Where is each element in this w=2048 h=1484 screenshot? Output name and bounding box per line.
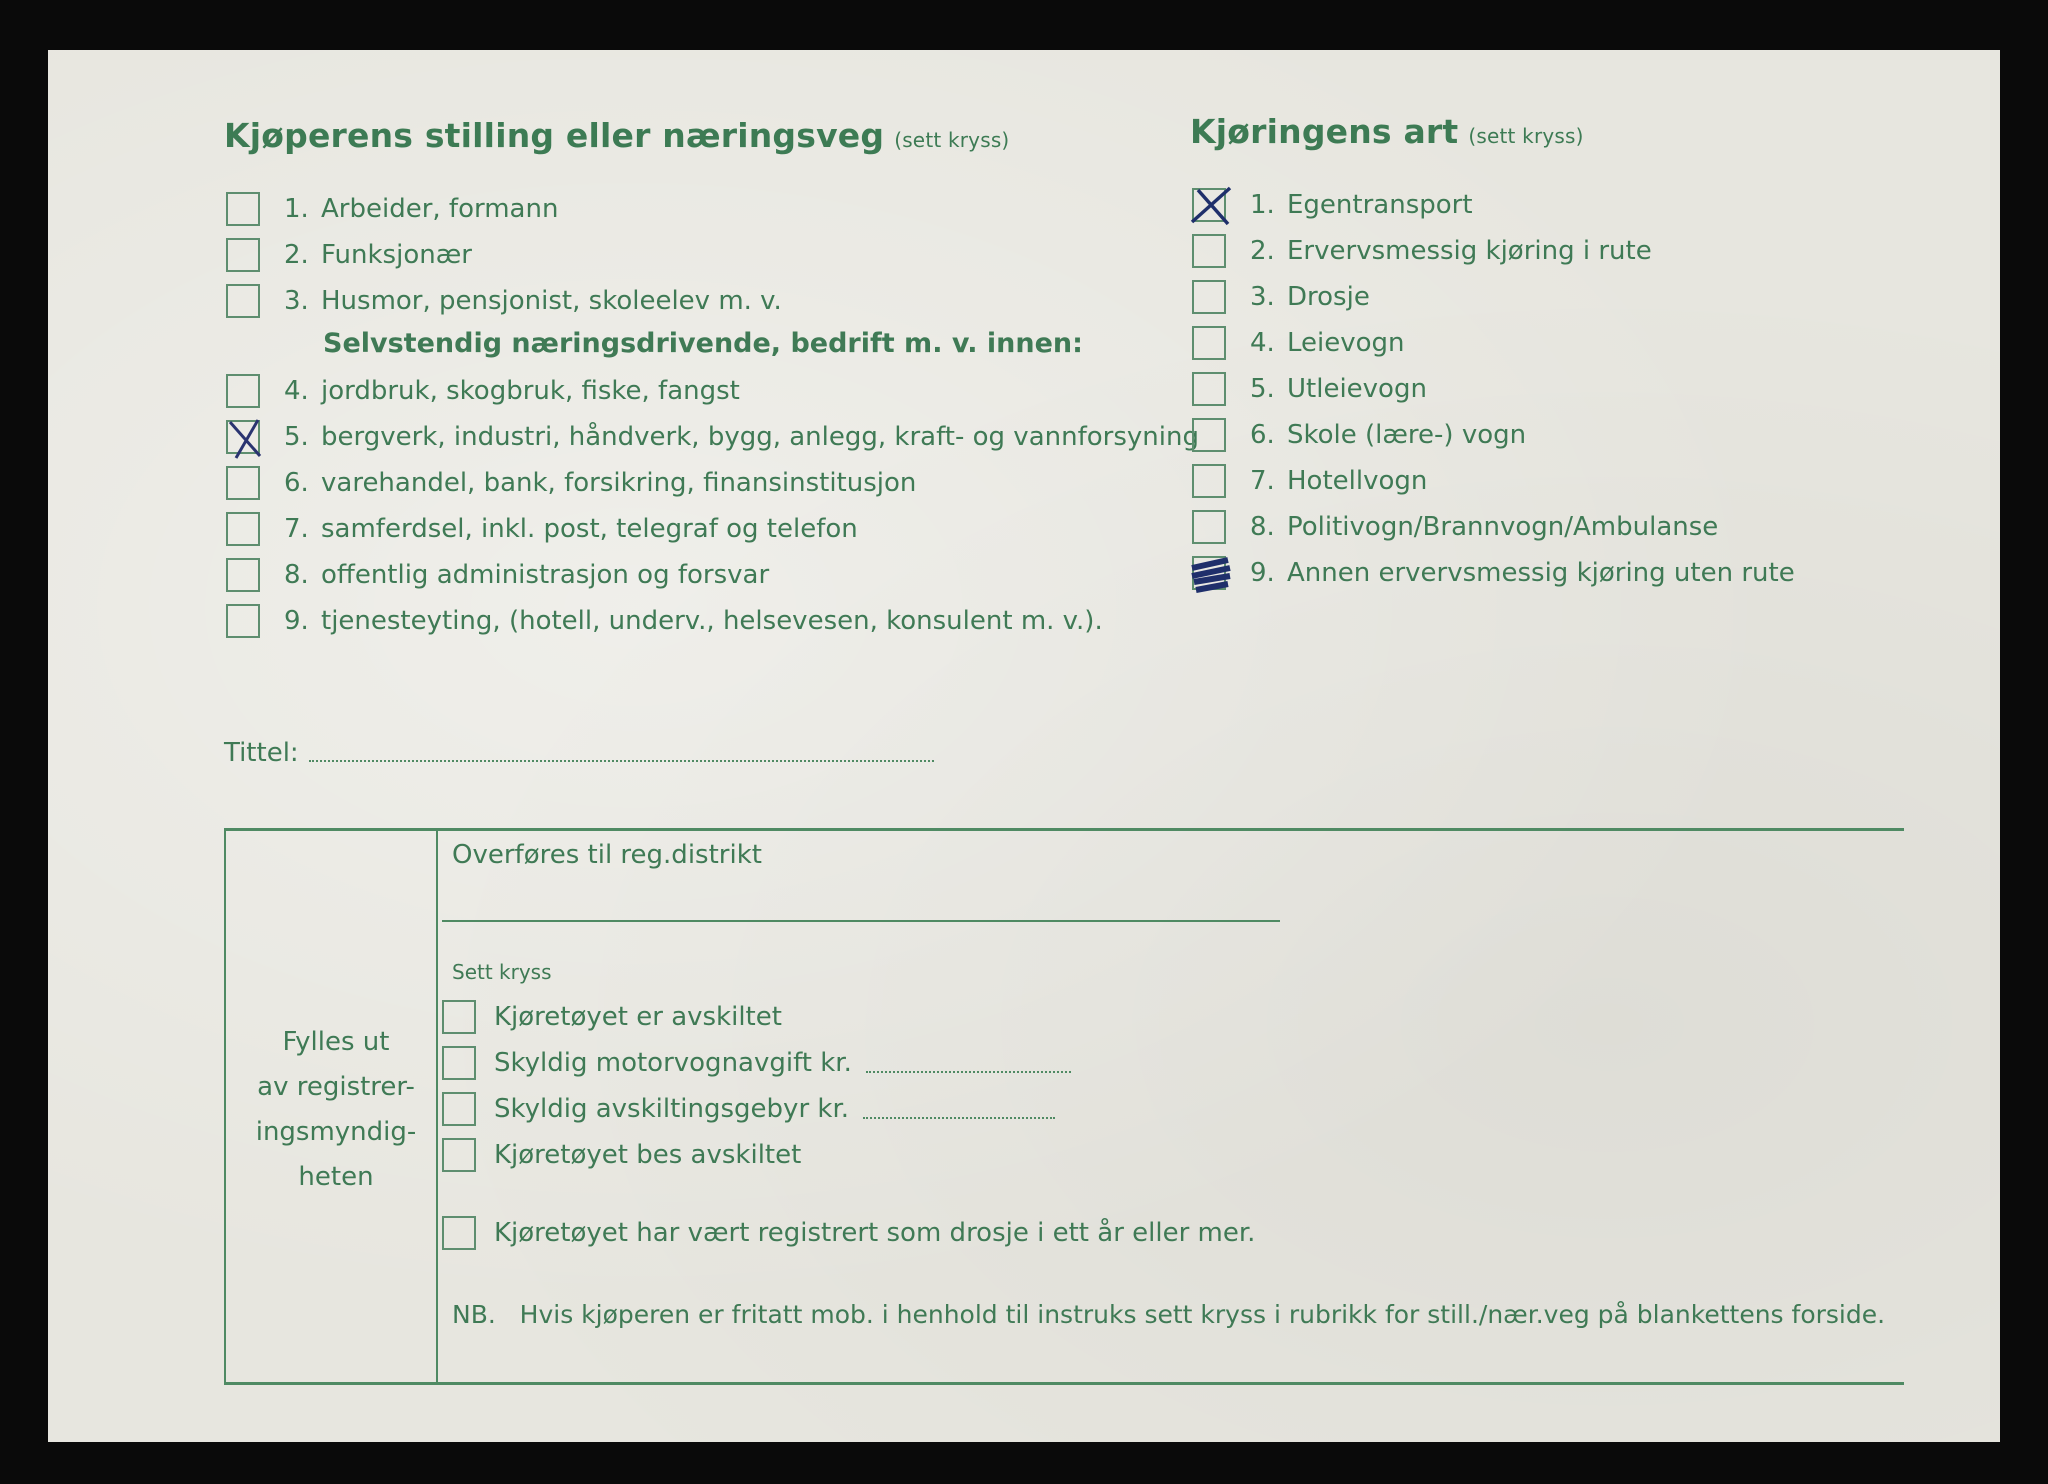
box-divider-rule [436,830,438,1384]
option-number: 7. [1250,466,1275,496]
option-number: 8. [1250,512,1275,542]
option-label: Utleievogn [1287,374,1427,404]
checkbox-checked[interactable] [1192,188,1226,222]
registration-authority-label [238,1020,434,1200]
option-label: varehandel, bank, forsikring, finansinstitusjon [321,468,917,498]
driving-option-1[interactable] [1192,188,1473,222]
option-number: 5. [1250,374,1275,404]
occupation-option-3[interactable] [226,284,782,318]
checkbox[interactable] [1192,372,1226,406]
transfer-district-label: Overføres til reg.distrikt [452,840,762,870]
option-number: 9. [1250,558,1275,588]
option-label: samferdsel, inkl. post, telegraf og telefon [321,514,858,544]
option-label: Funksjonær [321,240,472,270]
checkbox[interactable] [442,1216,476,1250]
checkbox[interactable] [226,374,260,408]
option-number: 5. [284,422,309,452]
option-label: Leievogn [1287,328,1405,358]
option-number: 4. [284,376,309,406]
reg-option-request-deregister[interactable] [442,1138,801,1172]
checkbox[interactable] [1192,510,1226,544]
side-line-1: Fylles ut [282,1027,390,1057]
checkbox[interactable] [1192,234,1226,268]
transfer-district-line[interactable] [442,920,1280,922]
driving-option-4[interactable] [1192,326,1405,360]
buyer-occupation-heading [224,116,1009,155]
reg-option-taxi-year[interactable] [442,1216,1255,1250]
heading-note: (sett kryss) [1468,124,1584,148]
option-label: Kjøretøyet har vært registrert som drosje i ett år eller mer. [494,1218,1256,1248]
option-label: Kjøretøyet er avskiltet [494,1002,782,1032]
side-line-4: heten [298,1162,374,1192]
option-number: 7. [284,514,309,544]
checkbox[interactable] [226,238,260,272]
option-label: Arbeider, formann [321,194,559,224]
option-label: Ervervsmessig kjøring i rute [1287,236,1652,266]
box-top-rule [224,828,1904,831]
occupation-option-7[interactable] [226,512,858,546]
occupation-option-2[interactable] [226,238,472,272]
option-number: 4. [1250,328,1275,358]
checkbox[interactable] [1192,326,1226,360]
heading-text: Kjøringens art [1190,112,1459,151]
amount-dotted-line [863,1117,1055,1119]
reg-option-motor-tax[interactable] [442,1046,1071,1080]
box-left-rule [224,830,226,1384]
pen-x-mark-icon [1188,182,1236,230]
checkbox[interactable] [1192,418,1226,452]
heading-text: Kjøperens stilling eller næringsveg [224,116,885,155]
form-paper [48,50,2000,1442]
nb-note [452,1300,1892,1329]
checkbox[interactable] [442,1046,476,1080]
occupation-option-4[interactable] [226,374,740,408]
driving-option-5[interactable] [1192,372,1427,406]
option-number: 9. [284,606,309,636]
reg-option-fee[interactable] [442,1092,1055,1126]
driving-option-8[interactable] [1192,510,1718,544]
check-instruction: Sett kryss [452,960,552,984]
option-label: Skole (lære-) vogn [1287,420,1527,450]
reg-option-deregistered[interactable] [442,1000,782,1034]
option-number: 3. [284,286,309,316]
option-label: Kjøretøyet bes avskiltet [494,1140,802,1170]
occupation-option-1[interactable] [226,192,558,226]
amount-dotted-line [866,1071,1071,1073]
option-label: bergverk, industri, håndverk, bygg, anlegg, kraft- og vannforsyning [321,422,1199,452]
checkbox[interactable] [442,1138,476,1172]
checkbox-checked[interactable] [226,420,260,454]
option-label: Husmor, pensjonist, skoleelev m. v. [321,286,782,316]
option-label: jordbruk, skogbruk, fiske, fangst [321,376,740,406]
occupation-option-9[interactable] [226,604,1103,638]
option-number: 6. [284,468,309,498]
option-number: 8. [284,560,309,590]
option-label: Politivogn/Brannvogn/Ambulanse [1287,512,1719,542]
option-label: Skyldig avskiltingsgebyr kr. [494,1094,850,1124]
checkbox[interactable] [226,558,260,592]
checkbox[interactable] [226,192,260,226]
checkbox[interactable] [226,512,260,546]
title-dotted-line [309,760,934,762]
checkbox[interactable] [1192,280,1226,314]
box-bottom-rule [224,1382,1904,1385]
driving-option-6[interactable] [1192,418,1526,452]
option-number: 3. [1250,282,1275,312]
pen-scribble-mark-icon [1188,550,1236,598]
option-label: offentlig administrasjon og forsvar [321,560,770,590]
driving-option-9[interactable] [1192,556,1795,590]
checkbox[interactable] [226,284,260,318]
checkbox-checked[interactable] [1192,556,1226,590]
option-number: 1. [284,194,309,224]
occupation-option-8[interactable] [226,558,769,592]
option-label: Annen ervervsmessig kjøring uten rute [1287,558,1795,588]
checkbox[interactable] [226,466,260,500]
side-line-3: ingsmyndig- [255,1117,417,1147]
option-label: Egentransport [1287,190,1473,220]
pen-x-mark-icon [222,414,270,462]
option-label: Hotellvogn [1287,466,1428,496]
checkbox[interactable] [1192,464,1226,498]
driving-option-3[interactable] [1192,280,1370,314]
driving-option-7[interactable] [1192,464,1427,498]
nb-text: Hvis kjøperen er fritatt mob. i henhold til instruks sett kryss i rubrikk for still./nær.veg på blankettens forside. [519,1300,1886,1329]
title-label: Tittel: [224,738,299,768]
nb-label: NB. [452,1300,496,1329]
option-number: 2. [284,240,309,270]
option-label: tjenesteyting, (hotell, underv., helsevesen, konsulent m. v.). [321,606,1103,636]
driving-type-heading [1190,112,1584,151]
title-field[interactable] [224,738,934,768]
option-label: Skyldig motorvognavgift kr. [494,1048,852,1078]
option-number: 6. [1250,420,1275,450]
checkbox[interactable] [442,1092,476,1126]
heading-note: (sett kryss) [894,128,1010,152]
checkbox[interactable] [226,604,260,638]
option-number: 1. [1250,190,1275,220]
side-line-2: av registrer- [257,1072,415,1102]
occupation-option-5[interactable] [226,420,1199,454]
occupation-option-6[interactable] [226,466,916,500]
option-number: 2. [1250,236,1275,266]
driving-option-2[interactable] [1192,234,1652,268]
checkbox[interactable] [442,1000,476,1034]
option-label: Drosje [1287,282,1370,312]
self-employed-subheading: Selvstendig næringsdrivende, bedrift m. v. innen: [323,328,1083,359]
